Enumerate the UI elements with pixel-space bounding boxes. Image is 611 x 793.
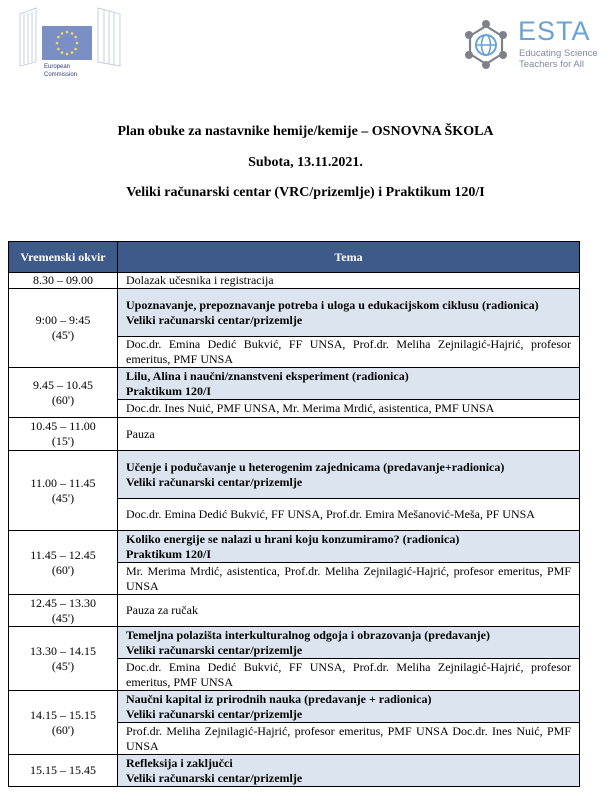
time-cell — [9, 418, 118, 451]
table-row — [9, 451, 580, 499]
ec-caption — [44, 63, 77, 79]
time-cell — [9, 691, 118, 755]
time-range: 9.45 – 10.45 — [33, 377, 93, 392]
session-presenters: Doc.dr. Ines Nuić, PMF UNSA, Mr. Merima Mrdić, asistentica, PMF UNSA — [118, 400, 580, 418]
time-cell — [9, 755, 118, 787]
time-range: 10.45 – 11.00 — [30, 419, 96, 433]
table-row — [9, 368, 580, 400]
session-title: Refleksija i zaključci — [126, 755, 233, 770]
table-row — [9, 289, 580, 337]
time-duration: (45') — [51, 490, 75, 505]
schedule-table — [8, 241, 580, 787]
time-range: 9:00 – 9:45 — [35, 313, 91, 327]
session-title: Koliko energije se nalazi u hrani koju konzumiramo? (radionica) — [126, 531, 460, 546]
session-title-cell — [118, 627, 580, 659]
session-presenters: Prof.dr. Meliha Zejnilagić-Hajrić, profesor emeritus, PMF UNSA Doc.dr. Ines Nuić, PMF UNSA — [118, 723, 580, 755]
time-duration: (45') — [51, 610, 75, 625]
time-cell — [9, 451, 118, 531]
time-duration: (45') — [51, 328, 75, 342]
session-venue: Veliki računarski centar/prizemlje — [126, 642, 303, 657]
session-venue: Veliki računarski centar/prizemlje — [126, 312, 303, 327]
session-presenters: Doc.dr. Emina Dedić Bukvić, FF UNSA, Prof.dr. Emira Mešanović-Meša, PF UNSA — [118, 499, 580, 531]
plan-title: Plan obuke za nastavnike hemije/kemije – OSNOVNA ŠKOLA — [117, 124, 494, 139]
time-range: 13.30 – 14.15 — [30, 643, 96, 658]
session-title-cell — [118, 368, 580, 400]
table-row — [9, 627, 580, 659]
time-cell — [9, 595, 118, 627]
table-header-row — [9, 242, 580, 273]
table-row — [9, 418, 580, 451]
time-range: 12.45 – 13.30 — [30, 595, 96, 610]
table-row — [9, 755, 580, 787]
table-row — [9, 273, 580, 289]
time-duration: (60') — [51, 722, 75, 737]
session-title-cell — [118, 451, 580, 499]
session-title-cell — [118, 289, 580, 337]
topic-cell: Dolazak učesnika i registracija — [118, 273, 580, 289]
table-row — [9, 531, 580, 563]
table-row — [9, 595, 580, 627]
table-row — [9, 691, 580, 723]
session-title: Temeljna polazišta interkulturalnog odgoja i obrazovanja (predavanje) — [126, 627, 491, 642]
time-cell: 8.30 – 09.00 — [9, 273, 118, 289]
molecule-globe-icon — [462, 18, 510, 70]
time-duration: (15') — [51, 434, 75, 448]
session-title: Naučni kapital iz prirodnih nauka (predavanje + radionica) — [126, 691, 432, 706]
topic-cell: Pauza za ručak — [118, 595, 580, 627]
ec-caption-text: European Commission — [44, 64, 78, 78]
header-time: Vremenski okvir — [9, 242, 118, 273]
session-venue: Praktikum 120/I — [126, 383, 212, 398]
session-venue: Veliki računarski centar/prizemlje — [126, 770, 303, 785]
time-duration: (60') — [51, 562, 75, 577]
esta-logo-mark — [462, 18, 510, 70]
session-title: Lilu, Alina i naučni/znanstveni eksperiment (radionica) — [126, 368, 409, 383]
esta-subtitle — [519, 48, 598, 70]
time-range: 11.45 – 12.45 — [30, 547, 96, 562]
time-range: 15.15 – 15.45 — [30, 763, 96, 777]
date-title: Subota, 13.11.2021. — [248, 155, 363, 170]
time-cell — [9, 289, 118, 368]
session-venue: Veliki računarski centar/prizemlje — [126, 474, 303, 489]
esta-subtitle-line2: Teachers for All — [519, 59, 584, 70]
time-range: 11.00 – 11.45 — [30, 475, 96, 490]
time-cell — [9, 531, 118, 595]
time-range: 14.15 – 15.15 — [30, 707, 96, 722]
session-presenters: Mr. Merima Mrdić, asistentica, Prof.dr. Meliha Zejnilagić-Hajrić, profesor emeritus, PMF UNSA — [118, 563, 580, 595]
session-title-cell — [118, 755, 580, 787]
time-duration: (45') — [51, 658, 75, 673]
esta-subtitle-line1: Educating Science — [519, 48, 598, 59]
venue-title: Veliki računarski centar (VRC/prizemlje) i Praktikum 120/I — [126, 185, 485, 200]
session-presenters: Doc.dr. Emina Dedić Bukvić, FF UNSA, Prof.dr. Meliha Zejnilagić-Hajrić, profesor emeritus, PMF UNSA — [118, 659, 580, 691]
time-cell — [9, 368, 118, 418]
session-presenters: Doc.dr. Emina Dedić Bukvić, FF UNSA, Prof.dr. Meliha Zejnilagić-Hajrić, profesor emeritus, PMF UNSA — [118, 337, 580, 368]
esta-title: ESTA — [518, 16, 591, 46]
time-duration: (60') — [51, 392, 75, 407]
session-title: Upoznavanje, prepoznavanje potreba i uloga u edukacijskom ciklusu (radionica) — [126, 297, 539, 312]
session-title-cell — [118, 691, 580, 723]
time-cell — [9, 627, 118, 691]
topic-cell: Pauza — [118, 418, 580, 451]
session-title: Učenje i podučavanje u heterogenim zajednicama (predavanje+radionica) — [126, 459, 505, 474]
session-venue: Praktikum 120/I — [126, 546, 212, 561]
session-title-cell — [118, 531, 580, 563]
session-venue: Veliki računarski centar/prizemlje — [126, 706, 303, 721]
header-topic: Tema — [118, 242, 580, 273]
